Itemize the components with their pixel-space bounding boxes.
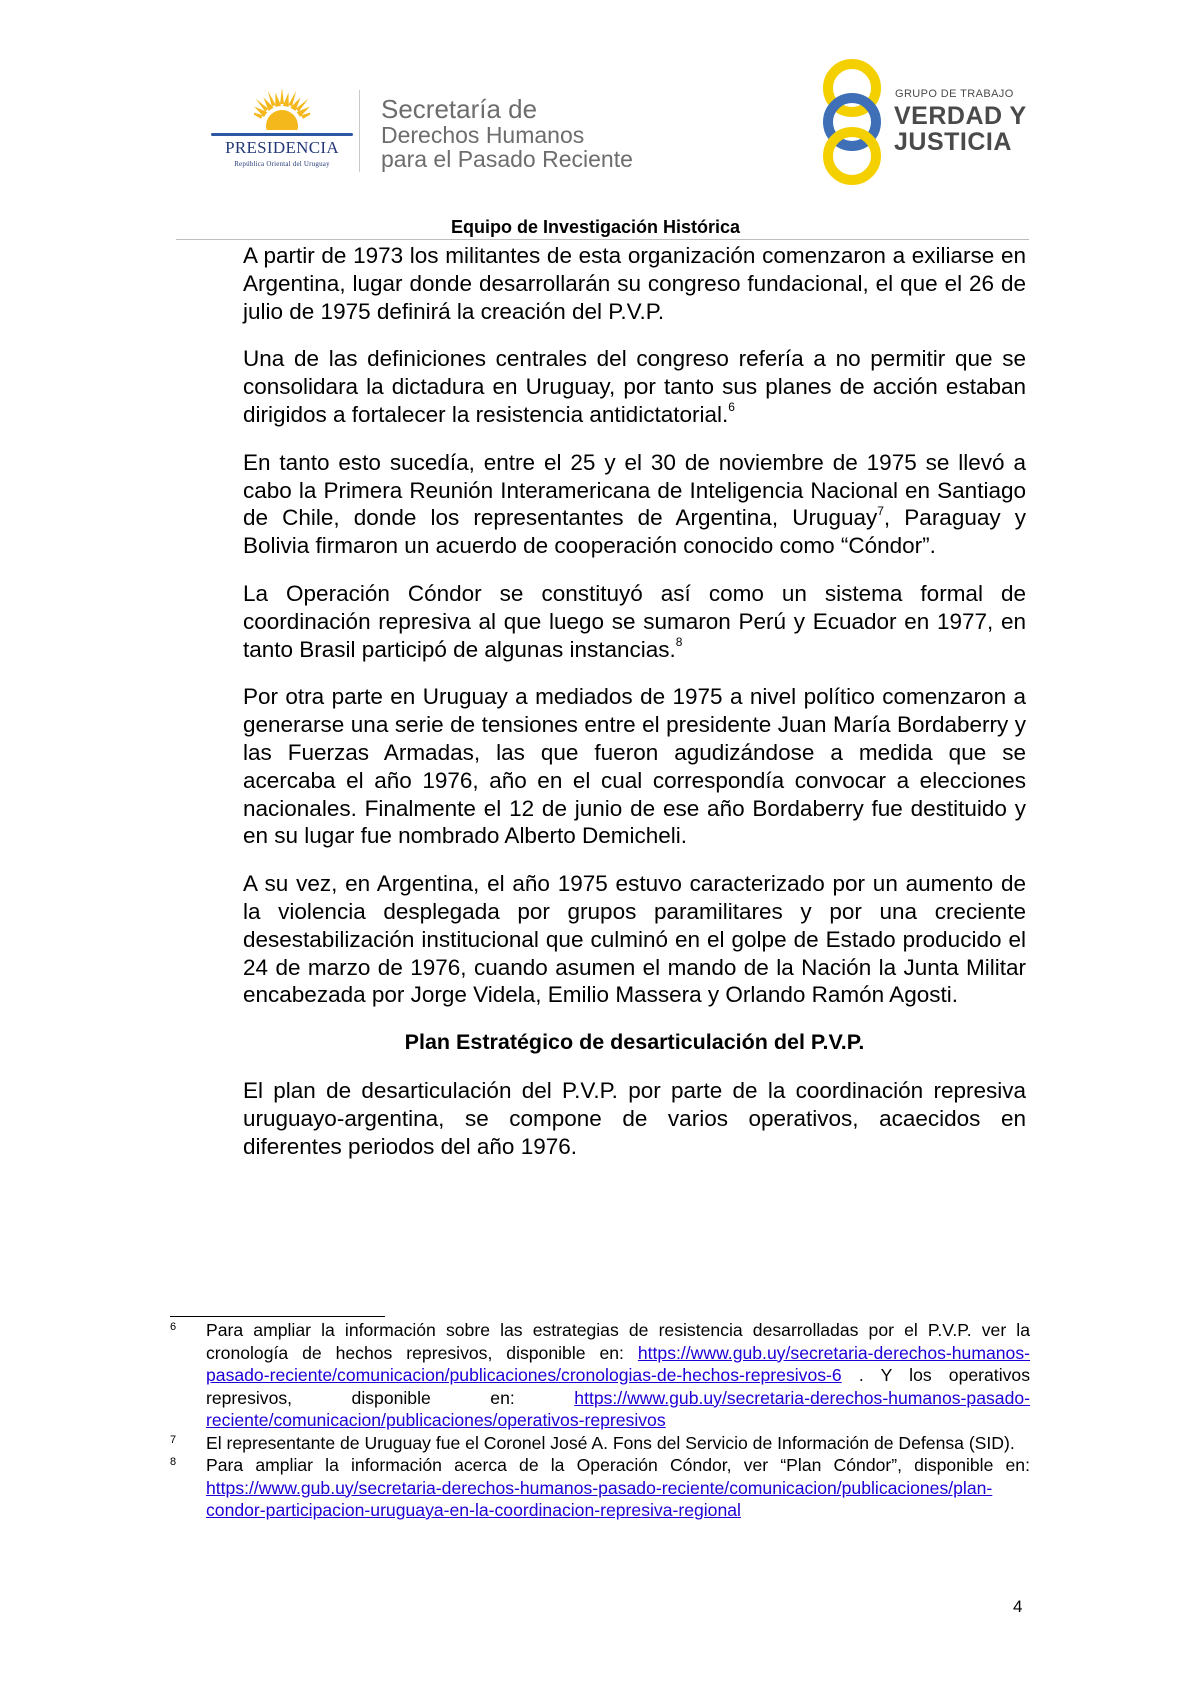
page-header	[0, 0, 1191, 240]
footnote-ref[interactable]: 6	[728, 400, 735, 415]
header-rule	[176, 239, 1029, 240]
paragraph	[243, 870, 1026, 1009]
presidencia-rule	[211, 133, 353, 136]
paragraph	[243, 449, 1026, 560]
paragraph	[243, 345, 1026, 428]
verdad-justicia-logo	[817, 58, 1027, 186]
document-body	[243, 242, 1026, 1180]
verdad-label: VERDAD Y	[894, 102, 1027, 130]
presidencia-subtitle: República Oriental del Uruguay	[234, 160, 330, 168]
sun-icon	[254, 86, 310, 136]
paragraph-text: En tanto esto sucedía, entre el 25 y el 30 de noviembre de 1975 se llevó a cabo la Primera Reunión Interamericana de Inteligencia Nacional en Santiago de Chile, donde los representantes de Argentina, Uruguay	[243, 449, 1026, 531]
rings-icon	[817, 58, 887, 186]
paragraph-text: La Operación Cóndor se constituyó así como un sistema formal de coordinación represiva al que luego se sumaron Perú y Ecuador en 1977, en tanto Brasil participó de algunas instancias.	[243, 580, 1026, 662]
section-title: Plan Estratégico de desarticulación del P.V.P.	[404, 1030, 865, 1055]
secretaria-line-3: para el Pasado Reciente	[381, 146, 633, 173]
footnote-ref[interactable]: 8	[675, 635, 683, 650]
paragraph-text: , Paraguay y Bolivia firmaron un acuerdo de cooperación conocido como “Cóndor”.	[243, 505, 1026, 559]
footnote-separator	[170, 1316, 385, 1317]
footnote-text-part: Para ampliar la información acerca de la Operación Cóndor, ver “Plan Cóndor”, disponible en:	[206, 1455, 1030, 1475]
secretaria-line-2: Derechos Humanos	[381, 122, 585, 149]
footnote-8	[170, 1454, 1030, 1522]
footnote-link[interactable]: https://www.gub.uy/secretaria-derechos-humanos-pasado-reciente/comunicacion/publicaciones/operativos-represivos	[206, 1387, 1030, 1430]
paragraph	[243, 1077, 1026, 1160]
paragraph	[243, 242, 1026, 325]
footnote-link[interactable]: https://www.gub.uy/secretaria-derechos-humanos-pasado-reciente/comunicacion/publicaciones/plan-condor-participacion-uruguaya-en-la-coordinacion-represiva-regional	[206, 1477, 993, 1520]
grupo-trabajo-label: GRUPO DE TRABAJO	[895, 88, 1014, 100]
justicia-label: JUSTICIA	[894, 128, 1012, 156]
paragraph-text: A su vez, en Argentina, el año 1975 estuvo caracterizado por un aumento de la violencia desplegada por grupos paramilitares y por una creciente desestabilización institucional que culminó en el golpe de Estado producido el 24 de marzo de 1976, cuando asumen el mando de la Nación la Junta Militar encabezada por Jorge Videla, Emilio Massera y Orlando Ramón Agosti.	[243, 871, 1026, 1008]
paragraph-text: Una de las definiciones centrales del congreso refería a no permitir que se consolidara la dictadura en Uruguay, por tanto sus planes de acción estaban dirigidos a fortalecer la resistencia antidictatorial.	[243, 346, 1026, 427]
footnote-link[interactable]: https://www.gub.uy/secretaria-derechos-humanos-pasado-reciente/comunicacion/publicaciones/cronologias-de-hechos-represivos-6	[206, 1342, 1030, 1385]
footnote-number: 6	[170, 1321, 177, 1333]
paragraph-text: El plan de desarticulación del P.V.P. por parte de la coordinación represiva uruguayo-argentina, se compone de varios operativos, acaecidos en diferentes periodos del año 1976.	[243, 1077, 1026, 1159]
secretaria-logo-text	[381, 96, 711, 172]
page-number: 4	[1013, 1597, 1023, 1616]
footnote-text: El representante de Uruguay fue el Coronel José A. Fons del Servicio de Información de Defensa (SID).	[206, 1432, 1015, 1453]
logo-divider	[359, 90, 360, 172]
paragraph	[243, 580, 1026, 663]
presidencia-logo	[207, 86, 357, 171]
secretaria-line-1: Secretaría de	[381, 94, 538, 124]
paragraph	[243, 683, 1026, 850]
footnote-number: 8	[170, 1456, 177, 1468]
footnote-7	[170, 1432, 1030, 1455]
paragraph-text: Por otra parte en Uruguay a mediados de 1975 a nivel político comenzaron a generarse una serie de tensiones entre el presidente Juan María Bordaberry y las Fuerzas Armadas, las que fueron agudizándose a medida que se acercaba el año 1976, año en el cual correspondía convocar a elecciones nacionales. Finalmente el 12 de junio de ese año Bordaberry fue destituido y en su lugar fue nombrado Alberto Demicheli.	[243, 684, 1026, 849]
paragraph-text: A partir de 1973 los militantes de esta organización comenzaron a exiliarse en Argentina, lugar donde desarrollarán su congreso fundacional, el que el 26 de julio de 1975 definirá la creación del P.V.P.	[243, 243, 1026, 324]
footnote-6	[170, 1319, 1030, 1432]
footnote-text-part: Para ampliar la información sobre las estrategias de resistencia desarrolladas por el P.V.P. ver la cronología de hechos represivos, disponible en:	[206, 1320, 1030, 1363]
presidencia-name: PRESIDENCIA	[225, 138, 339, 157]
footnote-number: 7	[170, 1433, 177, 1446]
footnote-text-part: . Y los operativos represivos, disponible en:	[206, 1365, 1030, 1408]
footnote-ref[interactable]: 7	[877, 503, 884, 518]
footnotes	[170, 1319, 1030, 1522]
footnote-text	[206, 1454, 1030, 1522]
team-heading: Equipo de Investigación Histórica	[450, 217, 741, 237]
footnote-text	[206, 1319, 1030, 1432]
